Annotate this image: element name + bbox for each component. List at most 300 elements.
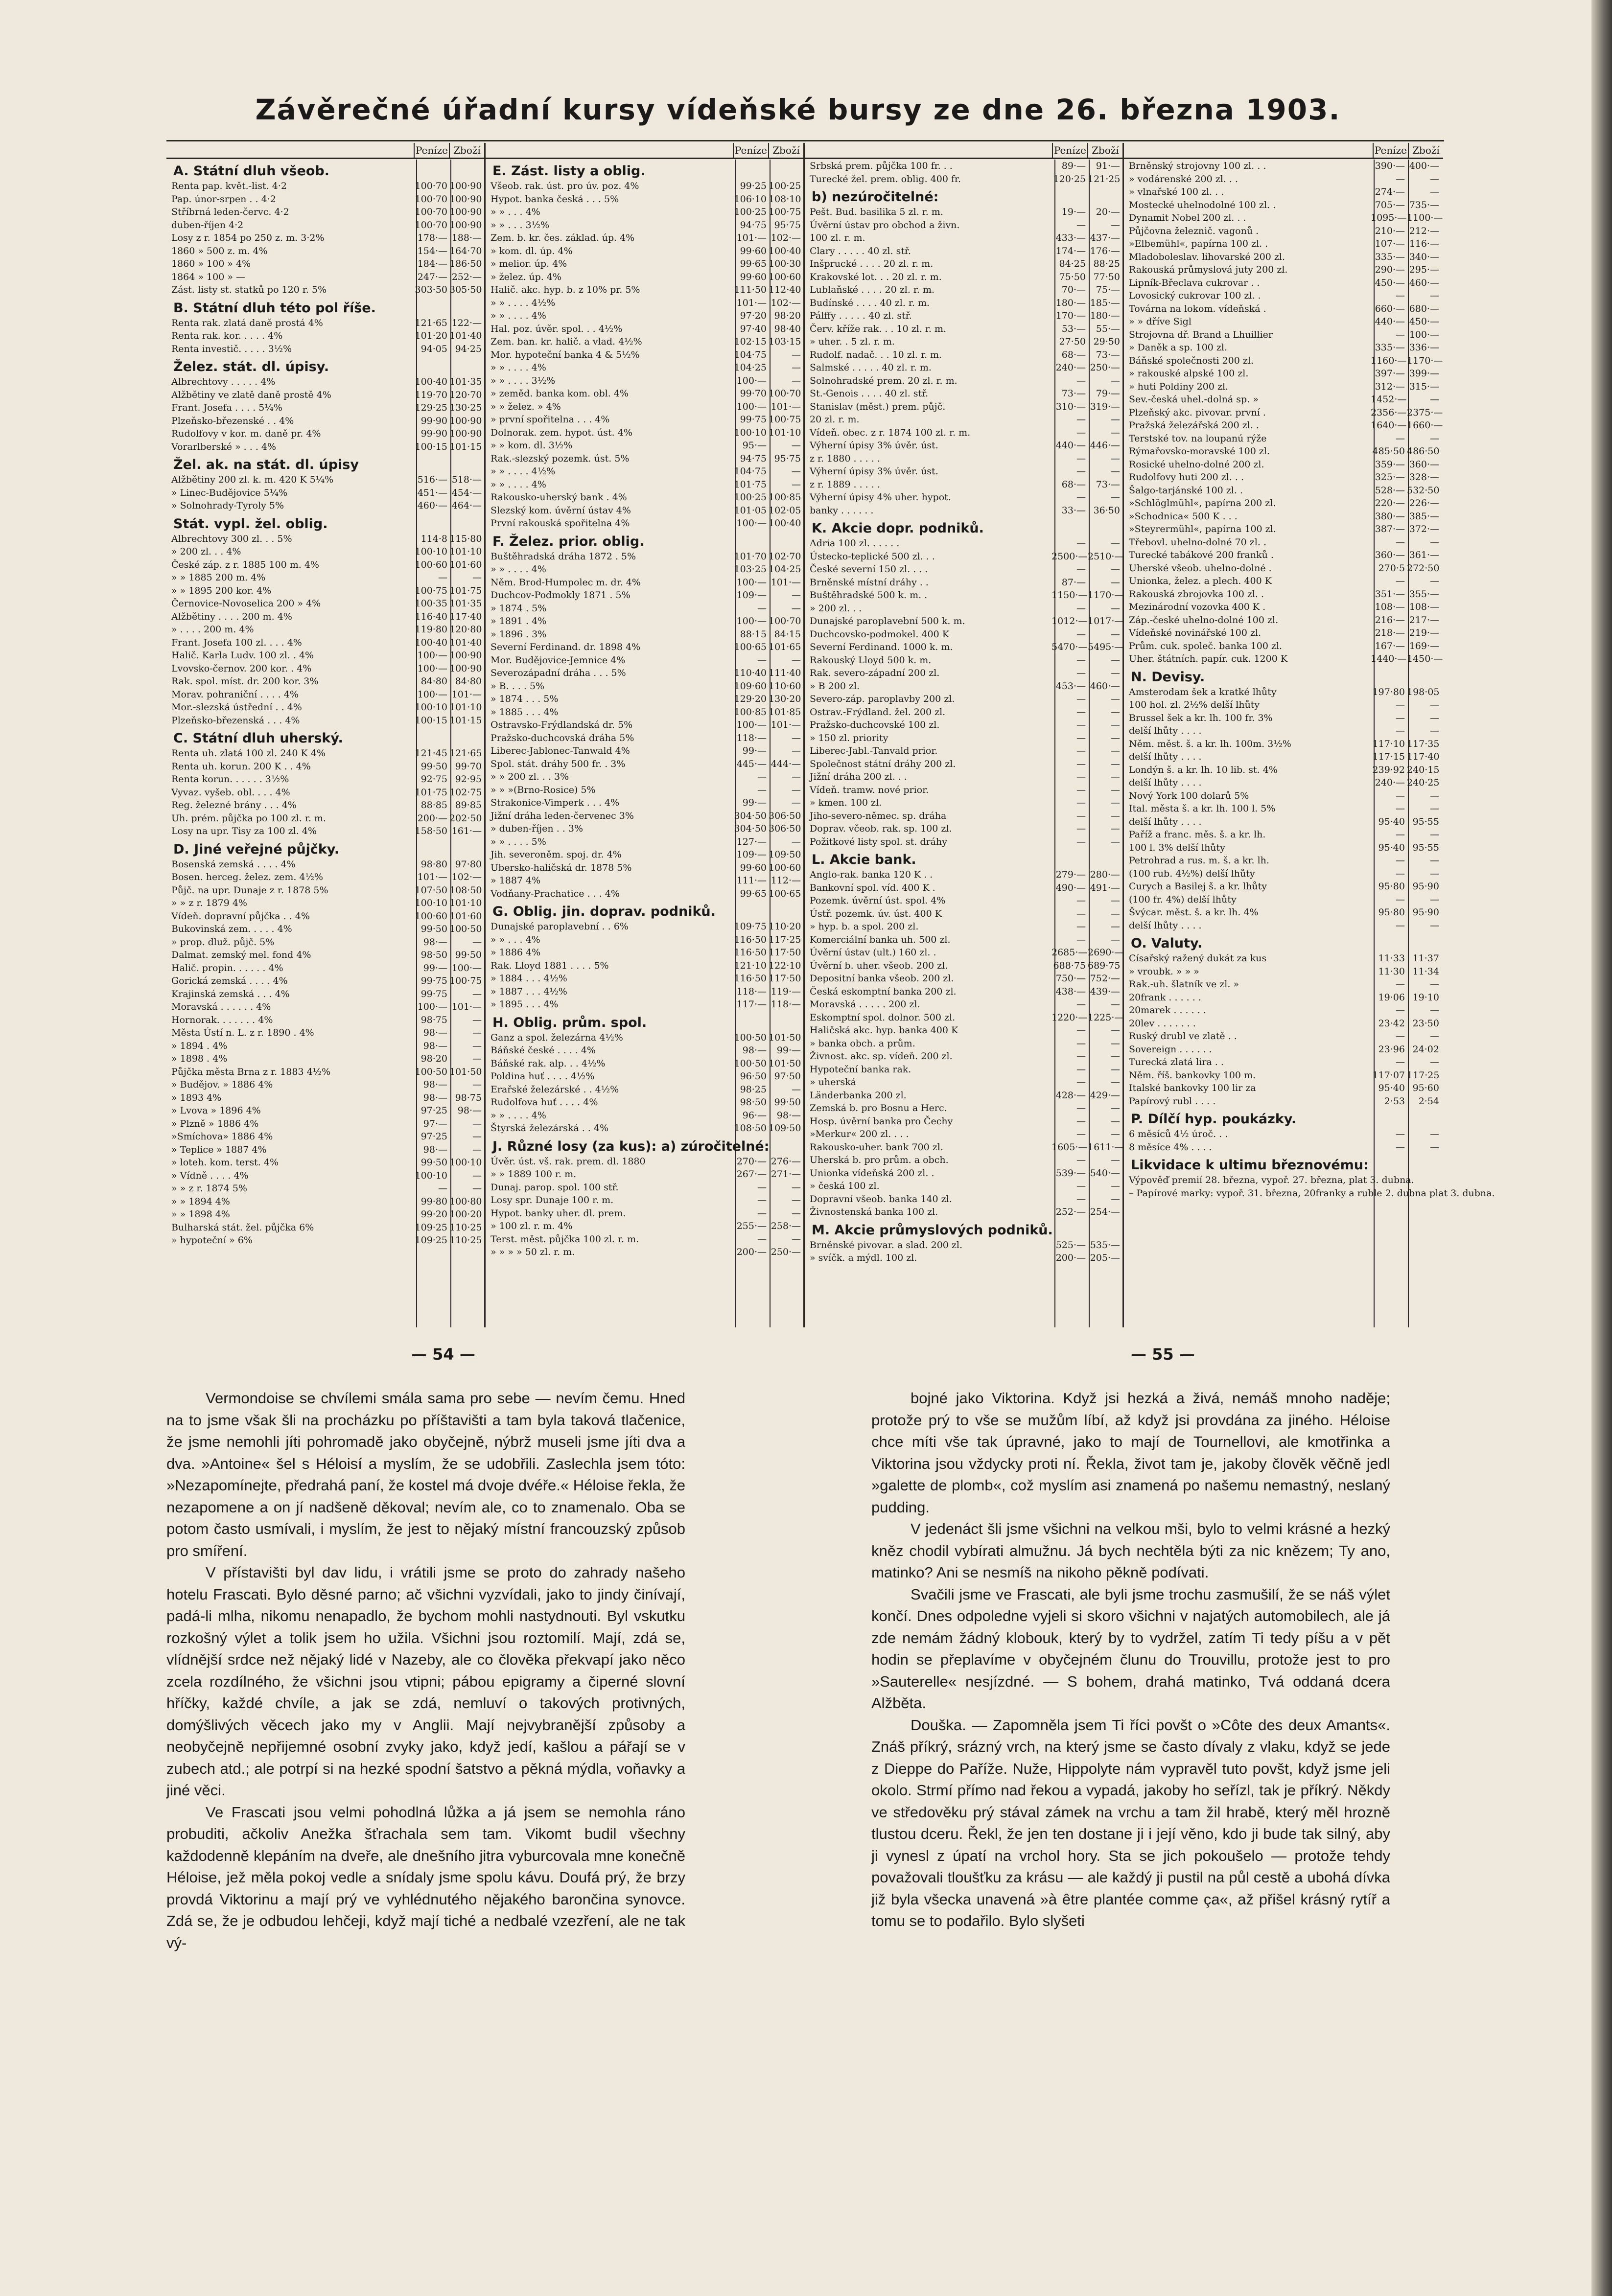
security-name: Dunajské paroplavební . . 6% bbox=[491, 921, 629, 932]
price-zbozi: — bbox=[1430, 186, 1439, 197]
quote-row bbox=[1124, 738, 1443, 751]
page-title: Závěrečné úřadní kursy vídeňské bursy ze dne 26. března 1903. bbox=[255, 93, 1341, 126]
price-penize: — bbox=[1076, 1025, 1086, 1036]
price-zbozi: 84·15 bbox=[774, 628, 801, 640]
security-name: Eskomptní spol. dolnor. 500 zl. bbox=[810, 1012, 956, 1023]
price-penize: 11·30 bbox=[1378, 966, 1405, 977]
security-name: Vídeňské novinářské 100 zl. bbox=[1129, 627, 1262, 638]
price-zbozi: 102·— bbox=[771, 297, 801, 308]
security-name: Bukovinská zem. . . . . 4% bbox=[171, 924, 292, 934]
price-penize: — bbox=[1396, 290, 1405, 301]
quote-row bbox=[166, 1156, 484, 1169]
price-penize: 107·50 bbox=[415, 884, 447, 896]
price-penize: 174·— bbox=[1055, 245, 1086, 256]
price-penize: 99·90 bbox=[421, 428, 447, 439]
security-name: Severní Ferdinand. dr. 1898 4% bbox=[491, 642, 641, 652]
security-name: delší lhůty . . . . bbox=[1129, 725, 1202, 736]
security-name: Renta rak. kor. . . . . 4% bbox=[171, 330, 283, 341]
security-name: Uh. prém. půjčka po 100 zl. r. m. bbox=[171, 812, 326, 824]
price-penize: 75·50 bbox=[1059, 271, 1086, 282]
price-penize: — bbox=[1076, 654, 1086, 666]
quote-row bbox=[1124, 815, 1443, 829]
quote-row bbox=[805, 491, 1122, 504]
quote-row bbox=[805, 1128, 1122, 1141]
price-zbozi: 98·75 bbox=[455, 1092, 482, 1103]
price-penize: — bbox=[1396, 1141, 1405, 1153]
price-penize: 428·— bbox=[1055, 1090, 1086, 1101]
security-name: Uherská b. pro prům. a obch. bbox=[810, 1155, 949, 1165]
security-name: Švýcar. měst. š. a kr. lh. 4% bbox=[1129, 907, 1259, 918]
security-name: Dunaj. parop. spol. 100 stř. bbox=[491, 1182, 619, 1193]
section-heading: N. Devisy. bbox=[1131, 669, 1205, 685]
security-name: Požitkové listy spol. st. dráhy bbox=[810, 836, 947, 847]
price-zbozi: 100·85 bbox=[769, 492, 801, 503]
price-penize: — bbox=[1396, 894, 1405, 905]
quote-row bbox=[166, 988, 484, 1001]
quote-row bbox=[805, 822, 1122, 835]
price-penize: — bbox=[757, 603, 767, 614]
price-penize: 310·— bbox=[1055, 401, 1086, 412]
price-zbozi: 117·40 bbox=[1407, 751, 1440, 762]
security-name: » » . . . . 4% bbox=[491, 564, 546, 575]
price-zbozi: — bbox=[1430, 979, 1439, 990]
price-zbozi: — bbox=[1430, 394, 1439, 405]
price-zbozi: 101·50 bbox=[769, 1058, 801, 1069]
quote-row bbox=[805, 173, 1122, 186]
price-zbozi: 361·— bbox=[1409, 550, 1439, 560]
price-zbozi: 99·— bbox=[776, 1045, 801, 1056]
security-name: Mostecké uhelnodolné 100 zl. . bbox=[1129, 199, 1276, 210]
price-zbozi: — bbox=[792, 603, 801, 614]
quote-row bbox=[805, 907, 1122, 921]
price-penize: 100·15 bbox=[415, 441, 447, 452]
price-penize: 100·— bbox=[417, 1001, 447, 1012]
quote-row bbox=[1124, 750, 1443, 764]
price-zbozi: — bbox=[1430, 433, 1439, 444]
security-name: Půjčka města Brna z r. 1883 4½% bbox=[171, 1066, 331, 1077]
security-name: Unionka, želez. a plech. 400 K bbox=[1129, 576, 1272, 586]
security-name: Poldina huť . . . . 4½% bbox=[491, 1071, 595, 1082]
price-penize: — bbox=[438, 1183, 447, 1194]
price-penize: 440·— bbox=[1375, 316, 1405, 327]
quote-row bbox=[166, 1104, 484, 1117]
price-penize: 110·40 bbox=[734, 668, 767, 678]
security-name: Pražská železářská 200 zl. . bbox=[1129, 420, 1259, 431]
security-name: Záp.-české uhelno-dolné 100 zl. bbox=[1129, 614, 1279, 626]
quote-row bbox=[486, 348, 803, 362]
price-penize: 99·25 bbox=[740, 181, 767, 191]
security-name: » » dříve Sigl bbox=[1129, 316, 1191, 327]
price-penize: — bbox=[757, 784, 767, 795]
security-name: » želez. úp. 4% bbox=[491, 271, 561, 282]
quote-row bbox=[1124, 445, 1443, 458]
quote-row bbox=[1124, 991, 1443, 1004]
security-name: Haličská akc. hyp. banka 400 K bbox=[810, 1025, 958, 1036]
quote-row bbox=[166, 1014, 484, 1027]
price-zbozi: 98·— bbox=[776, 1110, 801, 1121]
price-penize: 688·75 bbox=[1053, 960, 1086, 971]
quote-row bbox=[805, 589, 1122, 602]
quote-row bbox=[805, 810, 1122, 823]
quote-row bbox=[805, 1193, 1122, 1206]
security-name: z r. 1880 . . . . . bbox=[810, 453, 880, 464]
security-name: Brněnské pivovar. a slad. 200 zl. bbox=[810, 1239, 963, 1251]
security-name: Živnost. akc. sp. vídeň. 200 zl. bbox=[810, 1051, 953, 1062]
price-penize: 98·50 bbox=[421, 950, 447, 960]
quote-row bbox=[805, 452, 1122, 465]
security-name: Uher. štátních. papír. cuk. 1200 K bbox=[1129, 653, 1288, 664]
quote-row bbox=[486, 920, 803, 933]
security-name: Pálffy . . . . . 40 zl. stř. bbox=[810, 310, 912, 321]
security-name: Pešt. Bud. basilika 5 zl. r. m. bbox=[810, 207, 943, 217]
security-name: Báňské české . . . . 4% bbox=[491, 1045, 596, 1056]
paragraph: V přístavišti byl dav lidu, i vrátili jsme se proto do zahrady našeho hotelu Frascati. Bylo děsné parno; ač všichni vyzvídali, jako to jindy činívají, padá-li mlha, nikomu nenapadlo, že bychom mohli nastydnouti. Byl vskutku rozkošný výlet a tolik jsem ho užila. Všichni jsou roztomilí. Mají, zdá se, vlídnější srdce než nějaký lidé v Nazeby, ale co člověka překvapí jako něco zcela rozdílného, že všichni jsou vtipni; pábou epigramy a čiperné slovní hříčky, každé chvíle, a jak se zdá, nemluví o takových protivných, domýšlivých věcech jako my v Anglii. Mají nejvybranější způsoby a neobyčejně nepřijemné osobní zvyky jako, když jedí, kašlou a pářají se v zubech atd.; ale potrpí si na hezké spodní šatstvo a pěkná mýdla, voňavky a jiné věci. bbox=[166, 1564, 685, 1799]
price-penize: 100·— bbox=[736, 518, 767, 529]
quote-row bbox=[166, 427, 484, 441]
quote-row bbox=[805, 1011, 1122, 1024]
quote-row bbox=[805, 374, 1122, 388]
quote-row bbox=[805, 628, 1122, 641]
price-zbozi: 315·— bbox=[1409, 381, 1439, 392]
paragraph: bojné jako Viktorina. Když jsi hezká a živá, nemáš mnoho naděje; protože prý to vše se mužům líbí, až když jsi provdána za jiného. Héloise chce míti vše tak úpravné, jako to mají de Tournellovi, ale kmotřinka a Viktorina jsou vždycky proti ní. Řekla, život tam je, jakoby člověk věčně jedl »galette de plomb«, což myslím asi znamená po našemu nemastný, neslaný pudding. bbox=[871, 1390, 1390, 1516]
price-zbozi: — bbox=[792, 362, 801, 373]
price-zbozi: 328·— bbox=[1409, 472, 1439, 483]
price-zbozi: 95·90 bbox=[1412, 881, 1439, 892]
security-name: Černovice-Novoselica 200 » 4% bbox=[171, 598, 321, 609]
price-zbozi: 99·70 bbox=[455, 761, 482, 772]
quote-row bbox=[1124, 328, 1443, 342]
price-penize: 97·20 bbox=[740, 310, 767, 321]
quote-row bbox=[1124, 1128, 1443, 1141]
price-zbozi: — bbox=[1111, 628, 1120, 640]
quote-row bbox=[166, 193, 484, 206]
price-zbozi: 91·— bbox=[1096, 161, 1120, 171]
quote-row bbox=[1124, 406, 1443, 419]
price-zbozi bbox=[1407, 1187, 1439, 1200]
quote-row bbox=[166, 558, 484, 572]
price-penize: — bbox=[757, 1233, 767, 1245]
quote-row bbox=[805, 784, 1122, 797]
quote-row bbox=[486, 835, 803, 849]
security-name: » B. . . . 5% bbox=[491, 680, 545, 692]
price-zbozi: — bbox=[1430, 894, 1439, 905]
quote-row bbox=[486, 335, 803, 348]
price-penize: 397·— bbox=[1375, 368, 1405, 379]
quote-row bbox=[486, 1057, 803, 1070]
quote-row bbox=[166, 180, 484, 193]
quote-row bbox=[805, 615, 1122, 628]
security-name: Italské bankovky 100 lir za bbox=[1129, 1083, 1256, 1093]
price-zbozi: 100·75 bbox=[449, 975, 482, 986]
quote-row bbox=[805, 959, 1122, 973]
quote-row bbox=[1124, 315, 1443, 328]
quote-row bbox=[805, 667, 1122, 680]
security-name: delší lhůty . . . . bbox=[1129, 751, 1202, 762]
price-penize: — bbox=[1396, 1005, 1405, 1016]
price-zbozi: 689·75 bbox=[1088, 960, 1121, 971]
price-penize: 304·50 bbox=[734, 823, 767, 834]
price-zbozi: 444·— bbox=[771, 758, 801, 769]
quote-row bbox=[486, 1233, 803, 1246]
price-penize: 100·50 bbox=[734, 1032, 767, 1043]
price-zbozi: — bbox=[792, 1195, 801, 1206]
price-zbozi: — bbox=[1430, 790, 1439, 801]
price-zbozi: 84·80 bbox=[455, 676, 482, 687]
price-penize: 99·90 bbox=[421, 415, 447, 426]
security-name: Strojovna dř. Brand a Lhuillier bbox=[1129, 329, 1273, 340]
security-name: Clary . . . . . 40 zl. stř. bbox=[810, 245, 911, 256]
price-penize: 200·— bbox=[417, 812, 447, 824]
price-penize: — bbox=[1076, 999, 1086, 1010]
security-name: Lipník-Břeclava cukrovar . . bbox=[1129, 277, 1260, 288]
price-penize: — bbox=[1076, 1181, 1086, 1191]
quote-row bbox=[166, 1040, 484, 1053]
price-penize: 100·70 bbox=[415, 193, 447, 205]
quote-row bbox=[486, 413, 803, 426]
security-name: Hosp. úvěrní banka pro Čechy bbox=[810, 1115, 953, 1127]
quote-row bbox=[486, 576, 803, 589]
price-penize: — bbox=[1076, 1193, 1086, 1205]
quote-row bbox=[166, 389, 484, 402]
price-penize: — bbox=[1076, 466, 1086, 477]
security-name: Duchcov-Podmokly 1871 . 5% bbox=[491, 590, 631, 601]
security-name: Rudolfova huť . . . . 4% bbox=[491, 1097, 598, 1108]
price-penize: — bbox=[1076, 603, 1086, 614]
security-name: » Teplice » 1887 4% bbox=[171, 1144, 267, 1155]
price-zbozi: 460·— bbox=[1090, 680, 1120, 692]
price-zbozi: — bbox=[792, 784, 801, 795]
price-penize: 247·— bbox=[417, 271, 447, 282]
price-zbozi: — bbox=[1430, 1129, 1439, 1139]
quote-row bbox=[1124, 952, 1443, 965]
quote-row bbox=[805, 1180, 1122, 1193]
price-zbozi: 100·40 bbox=[769, 245, 801, 256]
security-name: Lublaňské . . . . 20 zl. r. m. bbox=[810, 284, 935, 295]
security-name: » Daněk a sp. 100 zl. bbox=[1129, 342, 1228, 353]
price-zbozi: — bbox=[1430, 1031, 1439, 1042]
security-name: Ostrav.-Frýdland. žel. 200 zl. bbox=[810, 706, 946, 718]
price-zbozi: 100·50 bbox=[449, 924, 482, 934]
quote-row bbox=[486, 374, 803, 388]
price-zbozi: 108·— bbox=[1409, 602, 1439, 612]
price-penize: — bbox=[1396, 1057, 1405, 1067]
price-zbozi bbox=[1407, 1174, 1439, 1187]
quote-row bbox=[166, 232, 484, 245]
security-name: » svíčk. a mýdl. 100 zl. bbox=[810, 1252, 917, 1263]
price-penize: 200·— bbox=[736, 1247, 767, 1257]
price-zbozi: 55·— bbox=[1096, 323, 1120, 334]
price-zbozi: 258·— bbox=[771, 1221, 801, 1231]
price-zbozi: — bbox=[792, 1084, 801, 1095]
price-zbozi: — bbox=[792, 466, 801, 477]
security-name: Renta rak. zlatá daně prostá 4% bbox=[171, 317, 323, 328]
price-penize: 100·60 bbox=[415, 559, 447, 570]
price-zbozi: — bbox=[1111, 1115, 1120, 1127]
quote-row bbox=[805, 946, 1122, 959]
quote-row bbox=[1124, 277, 1443, 290]
price-zbozi: — bbox=[1111, 1193, 1120, 1205]
security-name: » vroubk. » » » bbox=[1129, 966, 1199, 977]
price-zbozi: 110·25 bbox=[449, 1235, 482, 1246]
price-penize: 121·65 bbox=[415, 317, 447, 328]
price-zbozi: 120·70 bbox=[449, 389, 482, 400]
quote-row bbox=[166, 271, 484, 284]
price-penize: 95·40 bbox=[1378, 842, 1405, 853]
price-penize: 100·40 bbox=[415, 376, 447, 387]
price-zbozi: 429·— bbox=[1090, 1090, 1120, 1101]
quote-row bbox=[166, 329, 484, 343]
price-zbozi: 112·40 bbox=[769, 284, 801, 295]
price-zbozi: 101·— bbox=[451, 689, 482, 700]
price-zbozi: — bbox=[1111, 1064, 1120, 1075]
security-name: » duben-říjen . . 3% bbox=[491, 823, 583, 834]
quote-row bbox=[805, 1154, 1122, 1167]
security-name: » první spořitelna . . . 4% bbox=[491, 414, 610, 425]
quote-row bbox=[166, 910, 484, 923]
security-name: Solnohradské prem. 20 zl. r. m. bbox=[810, 375, 958, 386]
price-zbozi: 24·02 bbox=[1412, 1044, 1439, 1055]
security-name: Sovereign . . . . . . bbox=[1129, 1044, 1212, 1055]
price-zbozi: — bbox=[792, 1182, 801, 1193]
price-penize: 325·— bbox=[1375, 472, 1405, 483]
column-body bbox=[166, 160, 484, 1327]
security-name: » » kom. dl. 3½% bbox=[491, 440, 573, 451]
price-penize: — bbox=[1396, 699, 1405, 710]
security-name: Alžbětiny . . . . 200 m. 4% bbox=[171, 611, 292, 622]
price-penize: 98·25 bbox=[740, 1084, 767, 1095]
quote-row bbox=[805, 160, 1122, 173]
price-penize: 53·— bbox=[1061, 323, 1086, 334]
quote-row bbox=[805, 641, 1122, 654]
security-name: Ganz a spol. železárna 4½% bbox=[491, 1032, 623, 1043]
price-zbozi: 100·60 bbox=[769, 271, 801, 282]
price-zbozi: 119·— bbox=[771, 986, 801, 997]
security-name: 20frank . . . . . . bbox=[1129, 992, 1201, 1003]
paragraph: Vermondoise se chvílemi smála sama pro sebe — nevím čemu. Hned na to jsme však šli na procházku po příštavišti a tam byla taková tlačenice, že jsme nemohli jíti pohromadě jako obyčejně, nýbrž museli jsme jíti dva a dva. »Antoine« šel s Héloisí a myslím, že se udobřili. Zaslechla jsem tóto: »Nezapomínejte, předrahá paní, že kostel má dvoje dvéře.« Héloise řekla, že nezapomene a on jí nadšeně děkoval; nevím ale, co to znamenalo. Oba se potom často usmívali, i myslím, že jest to nějaký místní francouzský způsob pro smíření. bbox=[166, 1390, 685, 1559]
price-penize: 1605·— bbox=[1051, 1141, 1088, 1153]
quote-row bbox=[486, 323, 803, 336]
price-zbozi: — bbox=[1111, 1129, 1120, 1139]
price-penize: 660·— bbox=[1375, 303, 1405, 314]
price-penize: 23·42 bbox=[1378, 1018, 1405, 1029]
quote-row bbox=[166, 1234, 484, 1247]
security-name: Sev.-česká uhel.-dolná sp. » bbox=[1129, 394, 1259, 405]
price-penize: 2500·— bbox=[1051, 551, 1088, 562]
security-name: » » . . . 4% bbox=[491, 934, 540, 945]
quote-row bbox=[486, 206, 803, 219]
quote-row bbox=[1124, 225, 1443, 238]
price-zbozi: 437·— bbox=[1090, 232, 1120, 243]
security-name: » » 1885 200 m. 4% bbox=[171, 572, 266, 583]
price-zbozi: — bbox=[1430, 1005, 1439, 1016]
price-zbozi: 99·50 bbox=[774, 1097, 801, 1108]
quote-row bbox=[166, 714, 484, 727]
price-penize: 95·— bbox=[742, 440, 767, 451]
price-zbozi: 336·— bbox=[1409, 342, 1439, 353]
security-name: » kmen. 100 zl. bbox=[810, 797, 882, 808]
article-text-right bbox=[871, 1388, 1390, 1932]
price-zbozi: — bbox=[1430, 920, 1439, 931]
price-penize: 1452·— bbox=[1371, 394, 1407, 405]
quote-row bbox=[166, 545, 484, 558]
price-zbozi: 360·— bbox=[1409, 459, 1439, 470]
quote-row bbox=[805, 998, 1122, 1011]
security-name: (100 rub. 4½%) delší lhůty bbox=[1129, 868, 1255, 879]
quote-row bbox=[805, 835, 1122, 849]
price-penize: — bbox=[1076, 1077, 1086, 1088]
quote-row bbox=[486, 972, 803, 985]
price-penize: 101·75 bbox=[734, 479, 767, 490]
column-header: Peníze Zboží bbox=[166, 143, 484, 159]
security-name: » 1894 . 4% bbox=[171, 1040, 228, 1051]
price-penize: 210·— bbox=[1375, 225, 1405, 236]
price-zbozi: — bbox=[792, 654, 801, 666]
price-zbozi: — bbox=[1111, 719, 1120, 730]
price-penize: — bbox=[1396, 536, 1405, 548]
price-penize: 351·— bbox=[1375, 588, 1405, 600]
price-zbozi: 400·— bbox=[1409, 161, 1439, 171]
security-name: Společnost státní dráhy 200 zl. bbox=[810, 758, 956, 769]
price-zbozi: 23·50 bbox=[1412, 1018, 1439, 1029]
security-name: Nový York 100 dolarů 5% bbox=[1129, 790, 1249, 801]
price-zbozi: — bbox=[792, 375, 801, 386]
security-name: Krakovské lot. . . 20 zl. r. m. bbox=[810, 271, 942, 282]
price-zbozi: 100·20 bbox=[449, 1209, 482, 1220]
security-name: Albrechtovy 300 zl. . . 5% bbox=[171, 533, 292, 544]
price-penize: 99·75 bbox=[421, 988, 447, 999]
price-zbozi: 101·40 bbox=[449, 330, 482, 341]
quote-row bbox=[1124, 251, 1443, 264]
security-name: Rakousko-uher. bank 700 zl. bbox=[810, 1141, 943, 1153]
price-zbozi: 109·50 bbox=[769, 1123, 801, 1134]
price-zbozi: — bbox=[1430, 699, 1439, 710]
price-zbozi: — bbox=[1111, 1051, 1120, 1062]
security-name: » » . . . . 4% bbox=[491, 479, 546, 490]
price-penize: — bbox=[1396, 790, 1405, 801]
quote-row bbox=[805, 1050, 1122, 1063]
quote-row bbox=[486, 810, 803, 823]
price-penize: — bbox=[757, 1207, 767, 1219]
security-name: » zeměd. banka kom. obl. 4% bbox=[491, 388, 629, 399]
price-zbozi: 95·60 bbox=[1412, 1083, 1439, 1093]
price-penize: 104·25 bbox=[734, 362, 767, 373]
security-name: Města Ústí n. L. z r. 1890 . 4% bbox=[171, 1027, 314, 1038]
quote-row bbox=[1124, 471, 1443, 484]
price-zbozi: 164·70 bbox=[449, 245, 482, 256]
price-zbozi: 117·35 bbox=[1407, 738, 1440, 749]
quote-row bbox=[166, 1143, 484, 1157]
security-name: Papírový rubl . . . . bbox=[1129, 1095, 1216, 1107]
security-name: » » . . . 3½% bbox=[491, 219, 550, 231]
price-penize: 279·— bbox=[1055, 869, 1086, 880]
security-name: Plzeňsko-březenská . . . 4% bbox=[171, 715, 300, 726]
security-name: » » z r. 1874 5% bbox=[171, 1183, 247, 1194]
price-penize: — bbox=[1076, 219, 1086, 231]
price-penize: 100·70 bbox=[415, 181, 447, 191]
price-zbozi: — bbox=[1111, 758, 1120, 769]
quote-row bbox=[805, 297, 1122, 310]
quote-row bbox=[166, 610, 484, 624]
price-zbozi: 108·50 bbox=[449, 884, 482, 896]
quote-row bbox=[486, 478, 803, 491]
security-name: Alžbětiny ve zlatě daně prostě 4% bbox=[171, 389, 331, 400]
price-penize: 94·05 bbox=[421, 343, 447, 354]
security-name: Rakouská průmyslová juty 200 zl. bbox=[1129, 264, 1288, 275]
quote-row bbox=[1124, 1187, 1495, 1200]
quote-row bbox=[805, 283, 1122, 297]
price-zbozi: — bbox=[1111, 1103, 1120, 1113]
price-zbozi: 100·10 bbox=[449, 1157, 482, 1168]
